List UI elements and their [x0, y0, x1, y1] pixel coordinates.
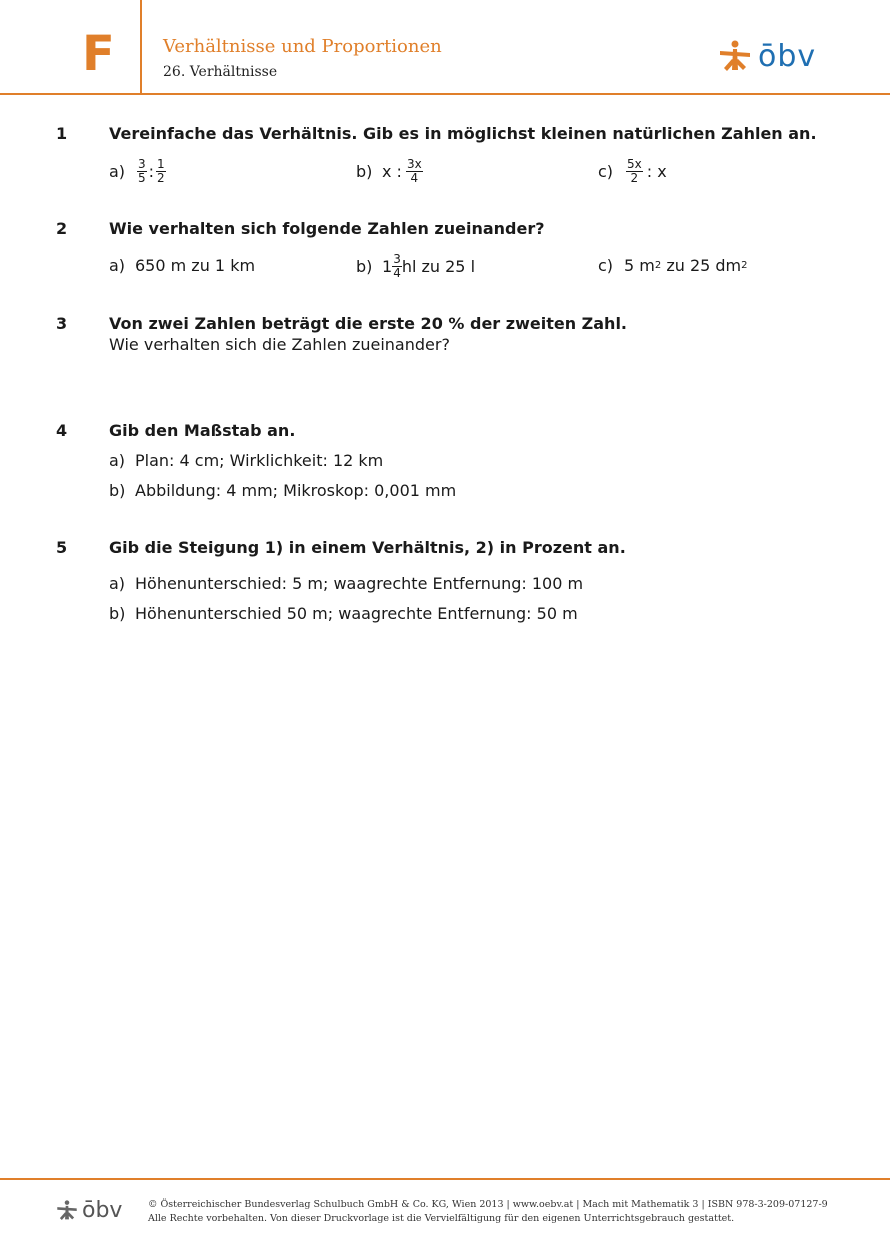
task-question-line2: Wie verhalten sich die Zahlen zueinander? — [109, 335, 450, 354]
task-5-item-a — [109, 574, 583, 593]
task-number: 5 — [56, 538, 68, 557]
footer-line-1: © Österreichischer Bundesverlag Schulbuch GmbH & Co. KG, Wien 2013 | www.oebv.at | Mach mit Mathematik 3 | ISBN 978-3-209-07127-9 — [148, 1199, 828, 1210]
task-2-item-b — [356, 253, 475, 280]
item-text: Abbildung: 4 mm; Mikroskop: 0,001 mm — [135, 481, 457, 500]
item-text: Höhenunterschied 50 m; waagrechte Entfernung: 50 m — [135, 604, 578, 623]
numerator: 3x — [406, 157, 422, 171]
item-label: a) — [109, 574, 126, 593]
task-question: Vereinfache das Verhältnis. Gib es in möglichst kleinen natürlichen Zahlen an. — [109, 124, 817, 143]
header-divider — [140, 0, 142, 94]
item-label: a) — [109, 451, 126, 470]
item-label: b) — [109, 604, 126, 623]
item-text-1: 5 m — [624, 256, 655, 275]
task-5-item-b — [109, 604, 578, 623]
fraction — [406, 158, 423, 185]
task-question: Gib den Maßstab an. — [109, 421, 296, 440]
page-header — [0, 0, 890, 95]
item-text: 650 m zu 1 km — [135, 256, 256, 275]
item-post: hl zu 25 l — [401, 257, 476, 277]
footer-logo — [56, 1200, 122, 1222]
item-text: Plan: 4 cm; Wirklichkeit: 12 km — [135, 451, 384, 470]
section-subtitle: 26. Verhältnisse — [163, 64, 278, 80]
denominator: 5 — [138, 171, 146, 186]
task-1-item-a — [109, 158, 168, 185]
logo-text: ōbv — [758, 39, 817, 74]
item-text-2: zu 25 dm — [661, 256, 742, 275]
fraction — [156, 158, 166, 185]
footer-copyright — [148, 1198, 828, 1226]
publisher-logo — [718, 40, 816, 74]
task-question: Wie verhalten sich folgende Zahlen zueinander? — [109, 219, 545, 238]
task-2-item-a — [109, 256, 255, 275]
numerator: 3 — [393, 252, 401, 266]
denominator: 2 — [157, 171, 165, 186]
task-number: 1 — [56, 124, 68, 143]
fraction — [392, 253, 402, 280]
item-label: c) — [598, 162, 614, 182]
numerator: 1 — [157, 157, 165, 171]
exponent: 2 — [654, 260, 662, 271]
task-number: 2 — [56, 219, 68, 238]
item-label: a) — [109, 256, 126, 275]
task-number: 4 — [56, 421, 68, 440]
task-question: Gib die Steigung 1) in einem Verhältnis, 2) in Prozent an. — [109, 538, 626, 557]
footer-logo-text: ōbv — [82, 1198, 123, 1223]
chapter-title: Verhältnisse und Proportionen — [163, 36, 442, 57]
fraction — [626, 158, 643, 185]
footer-line-2: Alle Rechte vorbehalten. Von dieser Druckvorlage ist die Vervielfältigung für den eigenen Unterrichtsgebrauch gestattet. — [148, 1213, 735, 1224]
item-text: Höhenunterschied: 5 m; waagrechte Entfernung: 100 m — [135, 574, 584, 593]
oebv-star-icon — [718, 40, 752, 74]
item-label: a) — [109, 162, 126, 182]
chapter-letter: F — [82, 26, 115, 82]
fraction — [137, 158, 147, 185]
mixed-whole: 1 — [382, 257, 393, 277]
numerator: 5x — [627, 157, 642, 171]
denominator: 2 — [630, 171, 639, 186]
item-label: c) — [598, 256, 614, 275]
item-label: b) — [356, 162, 373, 182]
numerator: 3 — [138, 157, 146, 171]
header-rule — [0, 93, 890, 95]
task-number: 3 — [56, 314, 68, 333]
footer-rule — [0, 1178, 890, 1180]
task-4-item-b — [109, 481, 456, 500]
task-2-item-c — [598, 256, 748, 275]
task-question: Von zwei Zahlen beträgt die erste 20 % der zweiten Zahl. — [109, 314, 627, 333]
exponent: 2 — [741, 260, 748, 271]
item-label: b) — [356, 257, 373, 277]
oebv-star-icon — [56, 1200, 78, 1222]
denominator: 4 — [410, 171, 419, 186]
item-post: : x — [646, 162, 667, 182]
task-1-item-c — [598, 158, 667, 185]
ratio-sep: : — [148, 162, 155, 182]
task-4-item-a — [109, 451, 383, 470]
denominator: 4 — [393, 266, 401, 281]
task-1-item-b — [356, 158, 425, 185]
item-pre: x : — [382, 162, 402, 182]
item-label: b) — [109, 481, 126, 500]
